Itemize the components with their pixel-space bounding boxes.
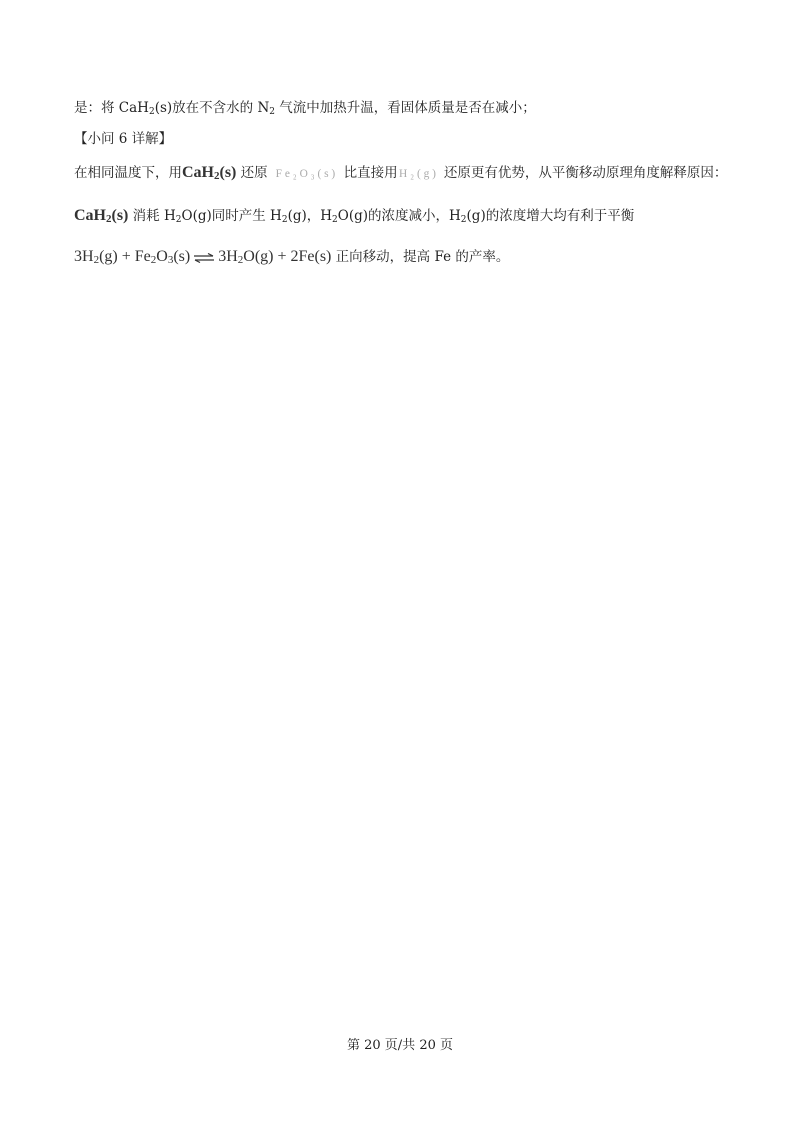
n2-formula: $N_2$ xyxy=(257,100,275,117)
text: 放在不含水的 xyxy=(172,100,258,116)
text: 是：将 xyxy=(74,100,119,116)
equilibrium-arrow-icon xyxy=(193,253,215,263)
text: 的浓度增大均有利于平衡 xyxy=(485,208,635,224)
section-heading: 【小问 6 详解】 xyxy=(74,131,173,147)
text: 还原更有优势，从平衡移动原理角度解释原因： xyxy=(439,165,728,181)
equation-reactants: $3H_2(g) + Fe_2O_3(s)$ xyxy=(74,248,191,266)
page-footer: 第 20 页/共 20 页 xyxy=(347,1038,453,1053)
h2-formula-image: H₂(g) xyxy=(398,166,439,180)
answer-line-1 xyxy=(74,98,536,118)
h2-formula: $H_2(g)$ xyxy=(449,208,486,225)
text: 消耗 xyxy=(128,208,164,224)
answer-line-4 xyxy=(74,206,634,226)
text: 比直接用 xyxy=(339,165,398,181)
text: 同时产生 xyxy=(211,208,271,224)
cah2-formula-image: CaH$_2$(s) xyxy=(74,207,129,225)
text: 在相同温度下，用 xyxy=(74,165,182,181)
answer-line-5 xyxy=(74,247,509,267)
text: 正向移动，提高 Fe 的产率。 xyxy=(331,249,510,265)
h2-formula: $H_2(g)$ xyxy=(270,208,307,225)
text: 气流中加热升温，看固体质量是否在减小； xyxy=(275,100,536,116)
cah2-formula-image: CaH$_2$(s) xyxy=(182,164,237,182)
text: 还原 xyxy=(236,165,268,181)
h2o-formula: $H_2O(g)$ xyxy=(320,208,369,225)
h2o-formula: $H_2O(g)$ xyxy=(163,208,212,225)
equation-products: $3H_2O(g) + 2Fe(s)$ xyxy=(218,248,332,266)
fe2o3-formula-image: Fe₂O₃(s) xyxy=(275,166,338,180)
answer-line-3 xyxy=(74,163,727,183)
text: ， xyxy=(306,208,321,224)
cah2-formula: CaH$_2$(s) xyxy=(118,100,173,117)
text: 的浓度减小， xyxy=(368,208,450,224)
